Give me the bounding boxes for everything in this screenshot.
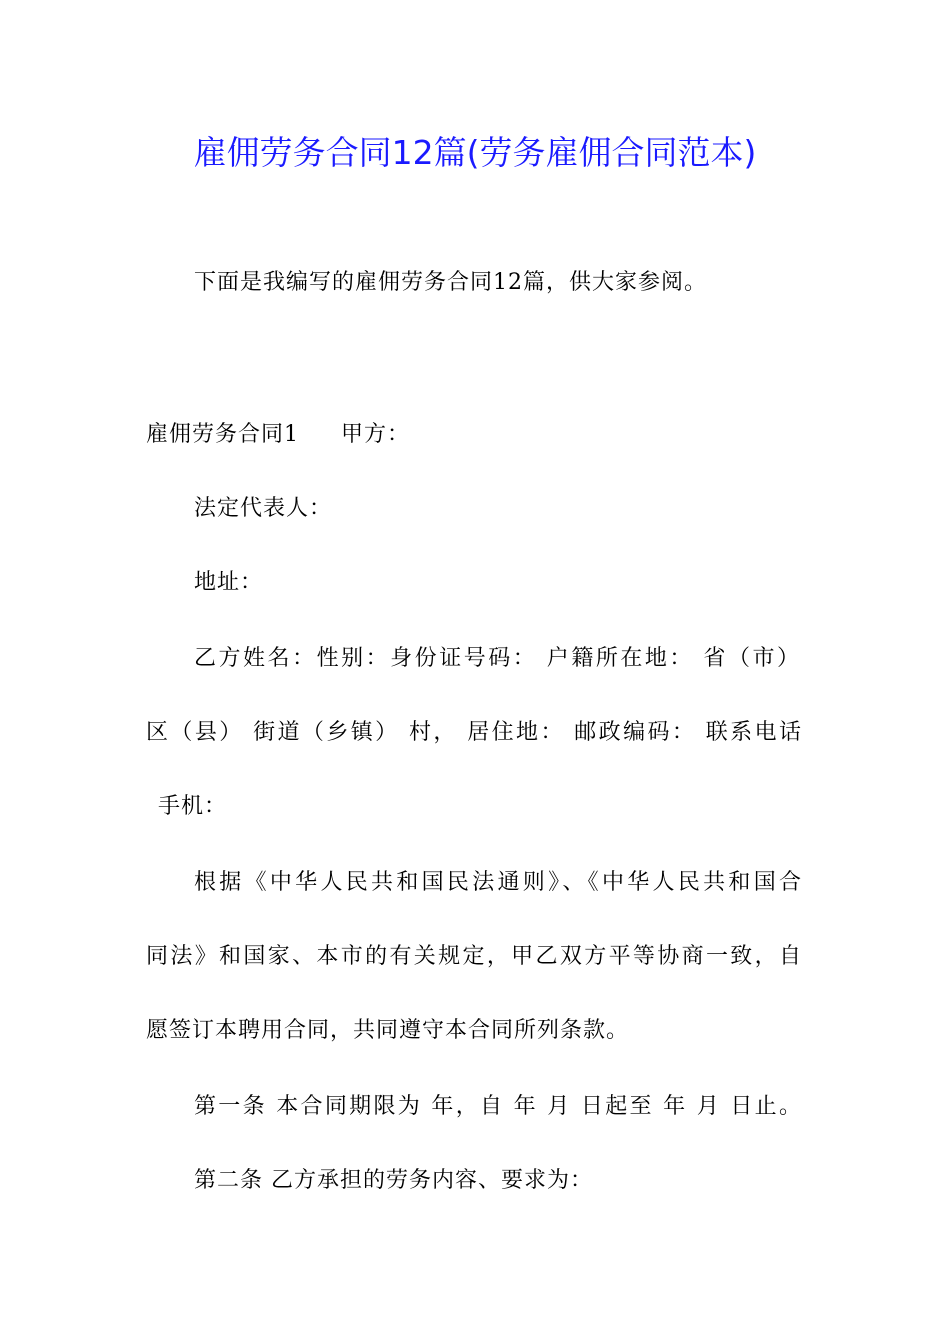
party-b-line-3: 手机： (158, 794, 228, 819)
party-b-line-2: 区（县） 街道（乡镇） 村， 居住地： 邮政编码： 联系电话 (146, 720, 802, 745)
address-label: 地址： (194, 570, 264, 595)
intro-paragraph: 下面是我编写的雇佣劳务合同12篇，供大家参阅。 (194, 270, 707, 295)
document-title: 雇佣劳务合同12篇(劳务雇佣合同范本) (193, 133, 757, 172)
article-1: 第一条 本合同期限为 年，自 年 月 日起至 年 月 日止。 (194, 1094, 802, 1119)
basis-line-2: 同法》和国家、本市的有关规定，甲乙双方平等协商一致，自 (146, 944, 802, 969)
contract-heading-line (146, 420, 410, 450)
basis-line-1: 根据《中华人民共和国民法通则》、《中华人民共和国合 (194, 870, 802, 895)
party-b-line-1: 乙方姓名：性别：身份证号码： 户籍所在地： 省（市） (194, 646, 800, 671)
legal-representative-label: 法定代表人： (194, 496, 333, 521)
contract-heading: 雇佣劳务合同1 (146, 422, 299, 447)
party-a-label: 甲方： (341, 422, 411, 447)
article-2: 第二条 乙方承担的劳务内容、要求为： (194, 1168, 593, 1193)
basis-line-3: 愿签订本聘用合同，共同遵守本合同所列条款。 (146, 1018, 630, 1043)
